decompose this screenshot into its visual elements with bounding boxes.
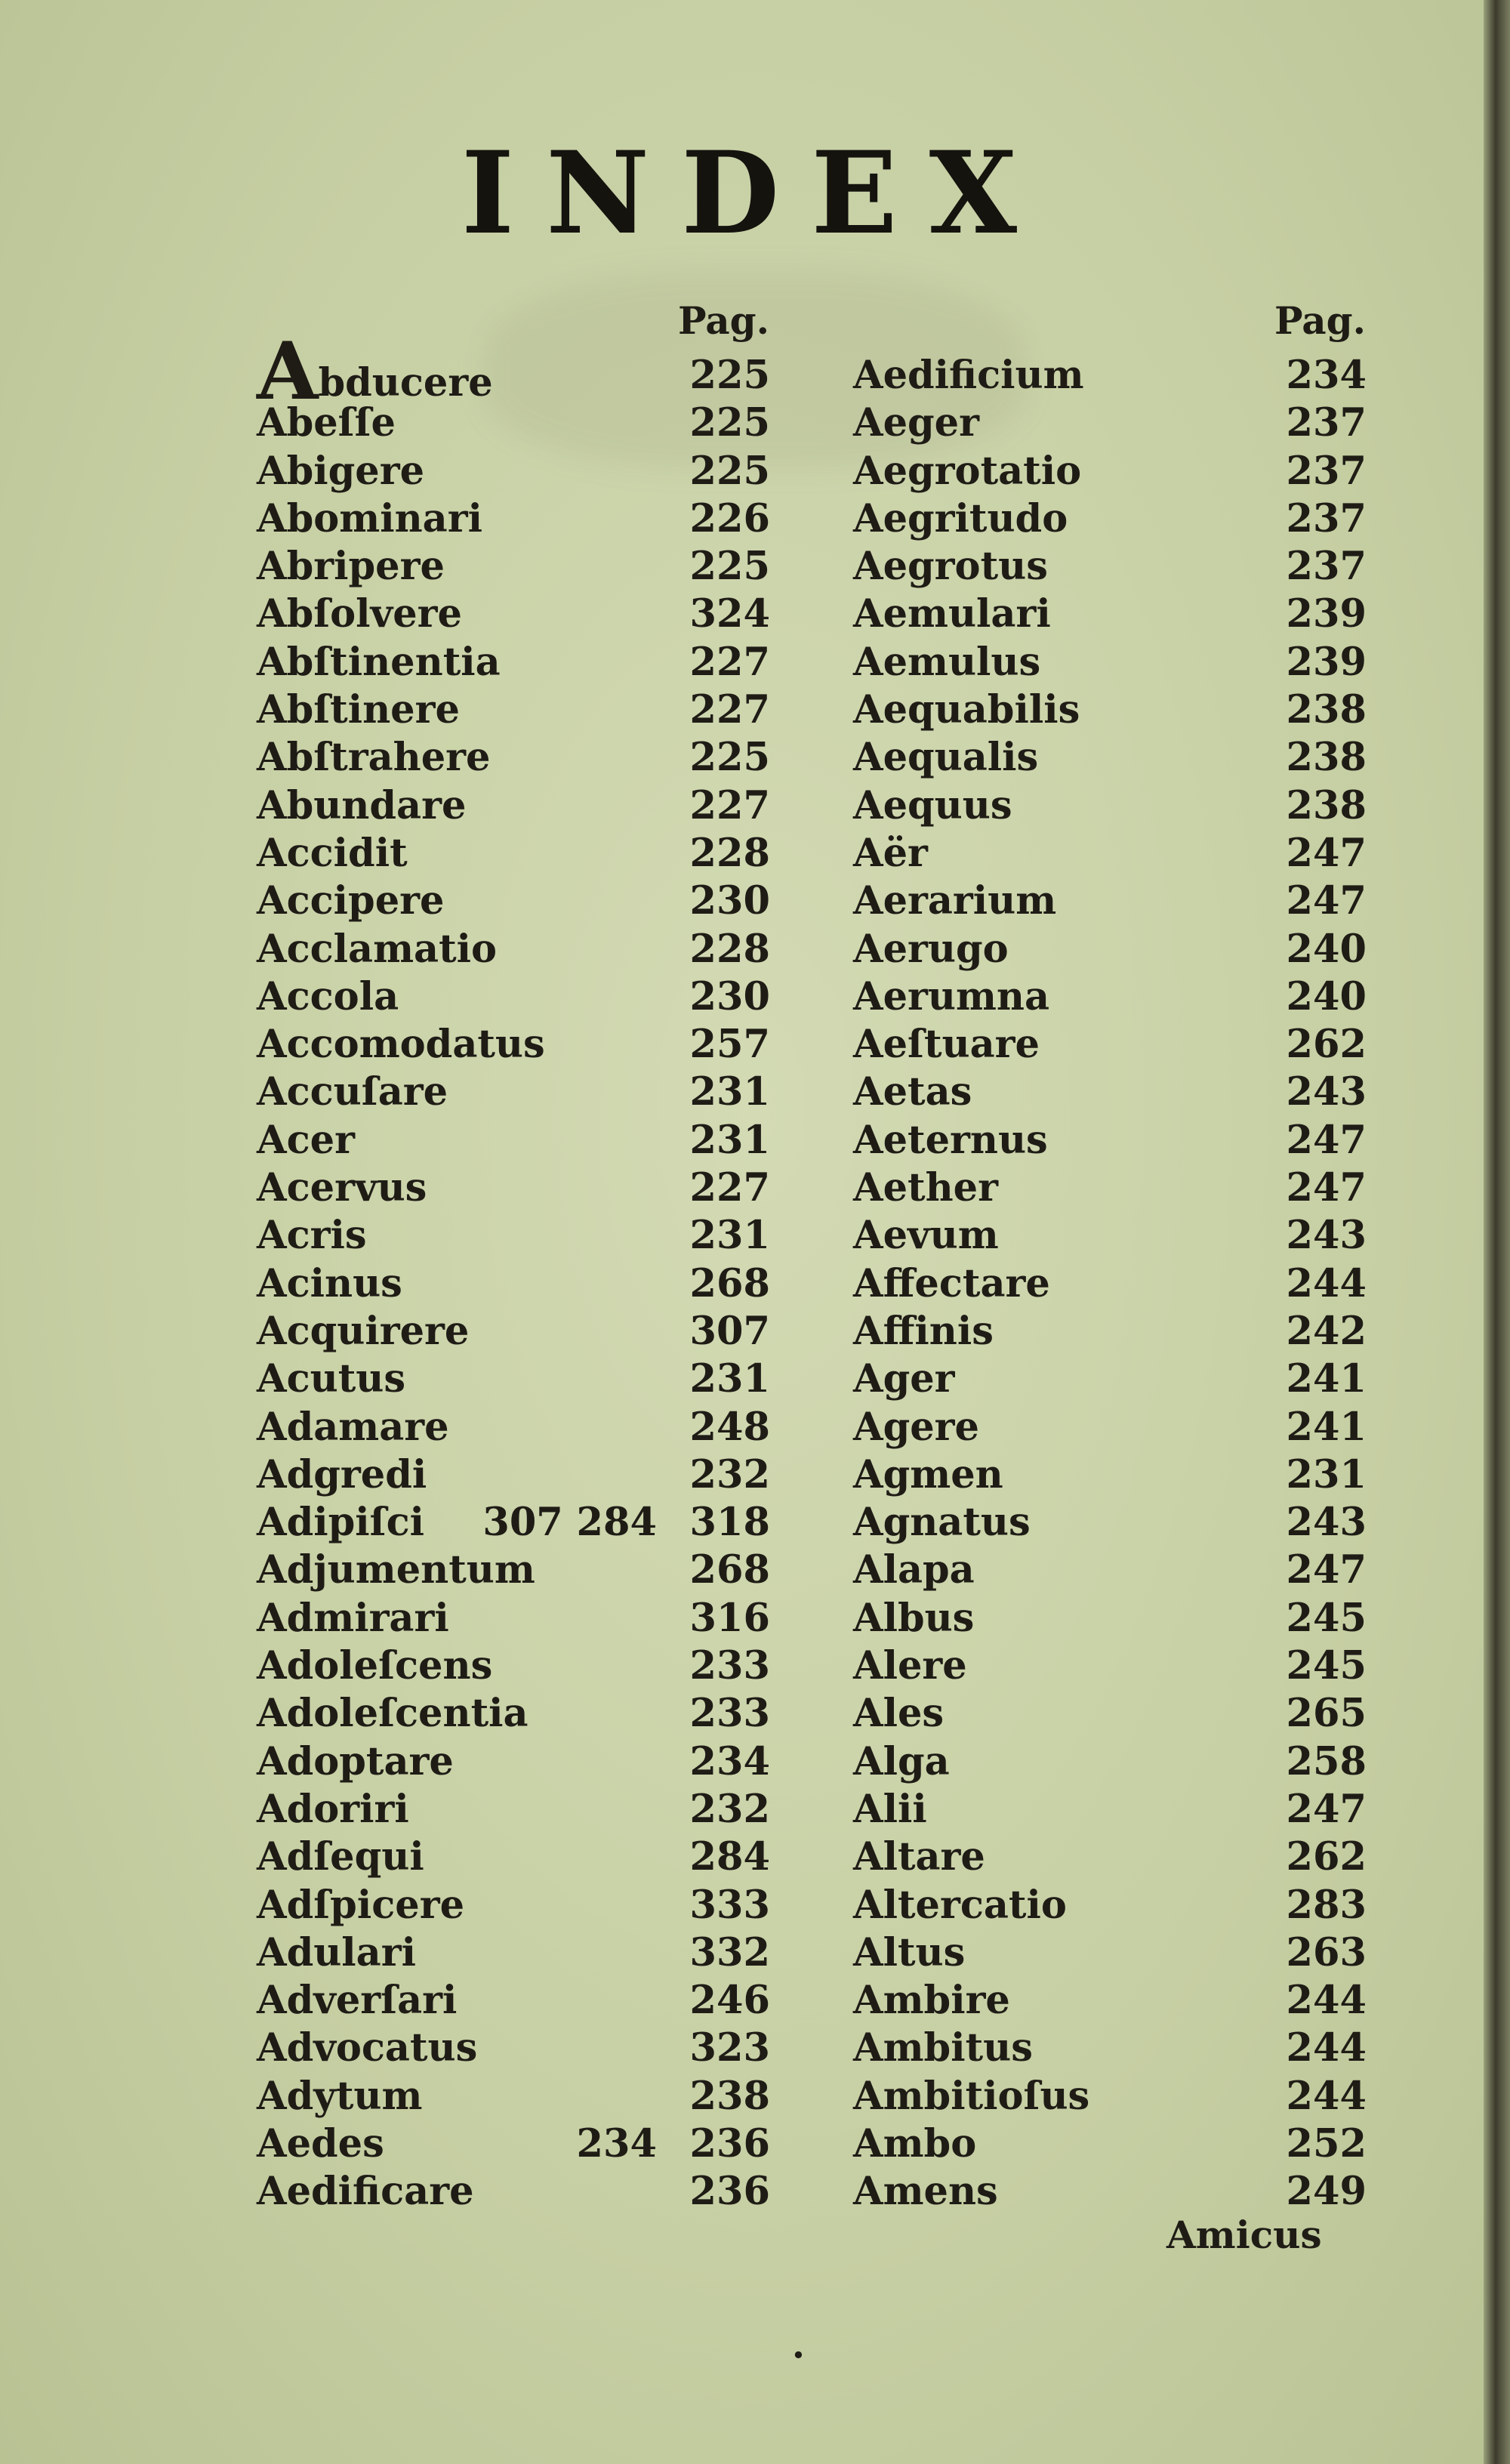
- index-page-number: 263: [1286, 1929, 1367, 1975]
- index-term: Alga: [853, 1738, 950, 1784]
- index-entry: [257, 1977, 770, 2025]
- index-entry: [257, 1069, 770, 1116]
- index-entry: [853, 1069, 1367, 1116]
- index-entry: [257, 448, 770, 495]
- index-term: Adytum: [257, 2073, 423, 2119]
- index-entry: [257, 495, 770, 543]
- index-entry: [853, 1499, 1367, 1547]
- index-page-number: 243: [1286, 1213, 1367, 1259]
- index-entry: [853, 1404, 1367, 1451]
- index-page-number: 238: [1286, 782, 1367, 828]
- index-entry: [853, 1929, 1367, 1977]
- index-page-number: 227: [689, 782, 770, 828]
- index-term: Affectare: [853, 1260, 1050, 1306]
- index-term: Accomodatus: [257, 1022, 545, 1068]
- index-page-number: 232: [689, 1786, 770, 1832]
- index-entry: [257, 1260, 770, 1308]
- left-page-header: Pag.: [678, 298, 770, 343]
- index-page-number: 268: [689, 1260, 770, 1306]
- index-entry: [257, 926, 770, 973]
- index-term: Albus: [853, 1595, 975, 1641]
- index-term: Adoptare: [257, 1738, 454, 1784]
- index-entry: [853, 1690, 1367, 1738]
- index-page-number: 225: [689, 400, 770, 446]
- index-entry: [257, 1451, 770, 1499]
- index-term: Adſequi: [257, 1834, 424, 1880]
- index-term: Aedificium: [853, 353, 1084, 398]
- page-title: INDEX: [461, 127, 1049, 260]
- left-index-column: [257, 324, 770, 2216]
- index-entry: [853, 1308, 1367, 1355]
- index-entry: [257, 1404, 770, 1451]
- index-term: Aether: [853, 1165, 998, 1211]
- index-entry: [257, 2168, 770, 2216]
- index-page-number: 240: [1286, 926, 1367, 972]
- index-page-number: 332: [689, 1929, 770, 1975]
- index-term: Abſolvere: [257, 591, 462, 637]
- index-page-number: 226: [689, 495, 770, 541]
- index-page-number: 307: [689, 1308, 770, 1354]
- right-page-header: Pag.: [1274, 298, 1367, 343]
- index-term: Aerugo: [853, 926, 1009, 972]
- index-page-number: 247: [1286, 878, 1367, 924]
- index-term: Agnatus: [853, 1500, 1031, 1546]
- index-term: Acinus: [257, 1260, 402, 1306]
- index-page-number: 237: [1286, 495, 1367, 541]
- index-page-number: 249: [1286, 2169, 1367, 2215]
- index-entry: [853, 1117, 1367, 1164]
- index-page-number: 243: [1286, 1500, 1367, 1546]
- index-page-number: 236: [689, 2120, 770, 2166]
- index-entry: [853, 639, 1367, 686]
- index-entry: [257, 639, 770, 686]
- index-entry: [257, 1738, 770, 1786]
- index-term: Alii: [853, 1786, 927, 1832]
- index-entry: [257, 1642, 770, 1690]
- index-entry: [257, 1786, 770, 1833]
- index-term: Aetas: [853, 1069, 972, 1115]
- index-page-number: 238: [1286, 687, 1367, 733]
- index-entry: [853, 830, 1367, 877]
- index-term: Altare: [853, 1834, 985, 1880]
- index-term: Acutus: [257, 1356, 406, 1402]
- index-page-number: 247: [1286, 1547, 1367, 1593]
- index-page-number: 225: [689, 544, 770, 590]
- index-term: Adſpicere: [257, 1882, 465, 1928]
- index-extra-pages: 234: [576, 2120, 657, 2166]
- index-page-number: 262: [1286, 1022, 1367, 1068]
- index-term: Accuſare: [257, 1069, 448, 1115]
- index-entry: [257, 734, 770, 782]
- index-term: Aerarium: [853, 878, 1057, 924]
- index-page-number: 230: [689, 878, 770, 924]
- index-page-number: 247: [1286, 830, 1367, 876]
- index-term: Ales: [853, 1691, 945, 1737]
- index-entry: [257, 543, 770, 591]
- index-entry: [853, 352, 1367, 399]
- index-entry: [853, 2025, 1367, 2072]
- index-term: Acquirere: [257, 1308, 470, 1354]
- index-entry: [853, 2168, 1367, 2216]
- index-entry: [257, 973, 770, 1021]
- index-term: Abripere: [257, 544, 445, 590]
- index-page-number: 237: [1286, 544, 1367, 590]
- index-entry: [853, 734, 1367, 782]
- index-entry: [853, 1212, 1367, 1260]
- index-page-number: 241: [1286, 1404, 1367, 1450]
- index-term: Adgredi: [257, 1451, 427, 1497]
- index-term: Aevum: [853, 1213, 999, 1259]
- index-entry: [257, 2025, 770, 2072]
- index-term: Adipiſci: [257, 1500, 425, 1546]
- index-page-number: 244: [1286, 2073, 1367, 2119]
- book-gutter: [1484, 0, 1510, 2464]
- index-term: Adverſari: [257, 1978, 458, 2024]
- index-page-number: 247: [1286, 1165, 1367, 1211]
- index-page-number: 239: [1286, 639, 1367, 685]
- index-page-number: 234: [1286, 353, 1367, 398]
- index-page-number: 236: [689, 2169, 770, 2215]
- index-term: Ambire: [853, 1978, 1010, 2024]
- index-page-number: 316: [689, 1595, 770, 1641]
- index-term: Agmen: [853, 1451, 1003, 1497]
- index-entry: [257, 877, 770, 925]
- index-page-number: 237: [1286, 448, 1367, 494]
- index-page-number: 262: [1286, 1834, 1367, 1880]
- index-page-number: 239: [1286, 591, 1367, 637]
- index-page-number: 228: [689, 926, 770, 972]
- index-term: Adoleſcentia: [257, 1691, 528, 1737]
- index-entry: [257, 591, 770, 638]
- index-term: Aeternus: [853, 1117, 1048, 1163]
- index-entry: [257, 399, 770, 447]
- index-entry: [853, 686, 1367, 734]
- index-entry: [853, 543, 1367, 591]
- index-term: Aedificare: [257, 2169, 474, 2215]
- index-term: Aeger: [853, 400, 979, 446]
- index-term: Aegritudo: [853, 495, 1068, 541]
- index-term: Acris: [257, 1213, 367, 1259]
- index-page-number: 246: [689, 1978, 770, 2024]
- index-page-number: 225: [689, 448, 770, 494]
- index-entry: [853, 448, 1367, 495]
- index-entry: [853, 1786, 1367, 1833]
- index-entry: [257, 1212, 770, 1260]
- index-term: Aemulari: [853, 591, 1051, 637]
- index-entry: [257, 1117, 770, 1164]
- index-term: Acclamatio: [257, 926, 498, 972]
- index-term: Adoriri: [257, 1786, 409, 1832]
- index-entry: [853, 1547, 1367, 1594]
- index-entry: [257, 1021, 770, 1069]
- index-page-number: 247: [1286, 1786, 1367, 1832]
- index-term: Ambo: [853, 2120, 977, 2166]
- drop-capital-rest: bducere: [318, 360, 493, 406]
- index-entry: [853, 1355, 1367, 1403]
- index-entry: [853, 1164, 1367, 1212]
- index-term: Alapa: [853, 1547, 975, 1593]
- index-page-number: 233: [689, 1691, 770, 1737]
- index-page-number: 238: [689, 2073, 770, 2119]
- index-page-number: 323: [689, 2025, 770, 2071]
- index-entry: [853, 591, 1367, 638]
- index-page-number: 244: [1286, 1260, 1367, 1306]
- index-term: Ager: [853, 1356, 955, 1402]
- index-page-number: 318: [689, 1500, 770, 1546]
- index-page-number: 227: [689, 687, 770, 733]
- index-entry: [853, 1021, 1367, 1069]
- index-term: Aequabilis: [853, 687, 1080, 733]
- index-page-number: 247: [1286, 1117, 1367, 1163]
- index-page-number: 225: [689, 735, 770, 781]
- index-entry: [853, 1738, 1367, 1786]
- index-term: Aegrotus: [853, 544, 1048, 590]
- index-page-number: 324: [689, 591, 770, 637]
- index-page-number: 225: [689, 353, 770, 398]
- index-entry: [257, 1690, 770, 1738]
- index-entry: [853, 495, 1367, 543]
- index-entry: [257, 782, 770, 830]
- index-page-number: 227: [689, 639, 770, 685]
- index-term: Adulari: [257, 1929, 416, 1975]
- index-entry: [257, 1882, 770, 1929]
- index-page-number: 230: [689, 973, 770, 1019]
- index-page-number: 244: [1286, 1978, 1367, 2024]
- index-term: Advocatus: [257, 2025, 478, 2071]
- index-extra-pages: 307 284: [482, 1500, 657, 1546]
- index-page-number: 227: [689, 1165, 770, 1211]
- index-entry: [853, 877, 1367, 925]
- index-entry: [257, 1595, 770, 1642]
- index-term: Abundare: [257, 782, 467, 828]
- index-term: Ambitioſus: [853, 2073, 1090, 2119]
- index-entry: [853, 1833, 1367, 1881]
- index-term: Agere: [853, 1404, 979, 1450]
- catchword: Amicus: [1166, 2213, 1322, 2257]
- index-entry: [257, 2073, 770, 2120]
- index-page-number: 234: [689, 1738, 770, 1784]
- index-page-number: 245: [1286, 1643, 1367, 1689]
- index-page-number: 243: [1286, 1069, 1367, 1115]
- index-page-number: 248: [689, 1404, 770, 1450]
- index-entry: [853, 1595, 1367, 1642]
- index-entry: [257, 686, 770, 734]
- index-page-number: 284: [689, 1834, 770, 1880]
- index-entry: [257, 1308, 770, 1355]
- index-term: Aedes: [257, 2120, 384, 2166]
- index-term: Acervus: [257, 1165, 427, 1211]
- index-entry: [257, 1164, 770, 1212]
- index-entry: [257, 1499, 770, 1547]
- index-term: Accipere: [257, 878, 445, 924]
- index-entry: [853, 2073, 1367, 2120]
- page-mark: •: [791, 2341, 806, 2370]
- index-term: Acer: [257, 1117, 355, 1163]
- index-entry: [853, 399, 1367, 447]
- index-entry: [853, 926, 1367, 973]
- index-entry: [853, 782, 1367, 830]
- index-page-number: 237: [1286, 400, 1367, 446]
- index-page-number: 238: [1286, 735, 1367, 781]
- index-page-number: 232: [689, 1451, 770, 1497]
- index-page-number: 231: [689, 1356, 770, 1402]
- index-term: Abſtinentia: [257, 639, 501, 685]
- index-page-number: 231: [689, 1117, 770, 1163]
- index-page-number: 231: [1286, 1451, 1367, 1497]
- index-term: Abigere: [257, 448, 425, 494]
- index-page-number: 231: [689, 1069, 770, 1115]
- index-term: Altercatio: [853, 1882, 1067, 1928]
- index-page-number: 252: [1286, 2120, 1367, 2166]
- index-page-number: 233: [689, 1643, 770, 1689]
- index-term: Abſtrahere: [257, 735, 491, 781]
- index-entry: [257, 830, 770, 877]
- index-term: Alere: [853, 1643, 967, 1689]
- index-term: Aër: [853, 830, 928, 876]
- index-entry: [853, 1451, 1367, 1499]
- drop-capital: A: [257, 324, 319, 418]
- index-term: Aerumna: [853, 973, 1050, 1019]
- index-term: Accidit: [257, 830, 408, 876]
- index-entry: [257, 1547, 770, 1594]
- index-term: Aequus: [853, 782, 1012, 828]
- index-page-number: 258: [1286, 1738, 1367, 1784]
- index-entry: [257, 1833, 770, 1881]
- index-term: Aequalis: [853, 735, 1039, 781]
- index-page-number: 283: [1286, 1882, 1367, 1928]
- index-term: Adamare: [257, 1404, 449, 1450]
- index-term: [257, 324, 493, 418]
- index-page-number: 265: [1286, 1691, 1367, 1737]
- right-index-column: [853, 352, 1367, 2216]
- index-page-number: 268: [689, 1547, 770, 1593]
- index-entry: [853, 1977, 1367, 2025]
- index-entry: [853, 1260, 1367, 1308]
- index-term: Aegrotatio: [853, 448, 1082, 494]
- index-entry: [257, 2120, 770, 2168]
- index-term: Accola: [257, 973, 399, 1019]
- index-page-number: 244: [1286, 2025, 1367, 2071]
- index-term: Aeſtuare: [853, 1022, 1040, 1068]
- index-term: Altus: [853, 1929, 966, 1975]
- index-page-number: 333: [689, 1882, 770, 1928]
- index-page-number: 257: [689, 1022, 770, 1068]
- index-term: Abominari: [257, 495, 482, 541]
- index-term: Ambitus: [853, 2025, 1033, 2071]
- index-entry: [257, 324, 770, 418]
- index-term: Amens: [853, 2169, 998, 2215]
- index-page-number: 241: [1286, 1356, 1367, 1402]
- index-entry: [853, 1642, 1367, 1690]
- index-page-number: 231: [689, 1213, 770, 1259]
- index-term: Aemulus: [853, 639, 1041, 685]
- index-entry: [257, 1355, 770, 1403]
- index-entry: [853, 1882, 1367, 1929]
- index-term: Adoleſcens: [257, 1643, 493, 1689]
- index-page-number: 228: [689, 830, 770, 876]
- index-page-number: 242: [1286, 1308, 1367, 1354]
- index-page-number: 240: [1286, 973, 1367, 1019]
- index-term: Admirari: [257, 1595, 449, 1641]
- index-term: Abeſſe: [257, 400, 396, 446]
- index-term: Abſtinere: [257, 687, 460, 733]
- index-term: Adjumentum: [257, 1547, 535, 1593]
- index-page-number: 245: [1286, 1595, 1367, 1641]
- index-entry: [853, 973, 1367, 1021]
- index-entry: [853, 2120, 1367, 2168]
- index-term: Affinis: [853, 1308, 994, 1354]
- index-entry: [257, 1929, 770, 1977]
